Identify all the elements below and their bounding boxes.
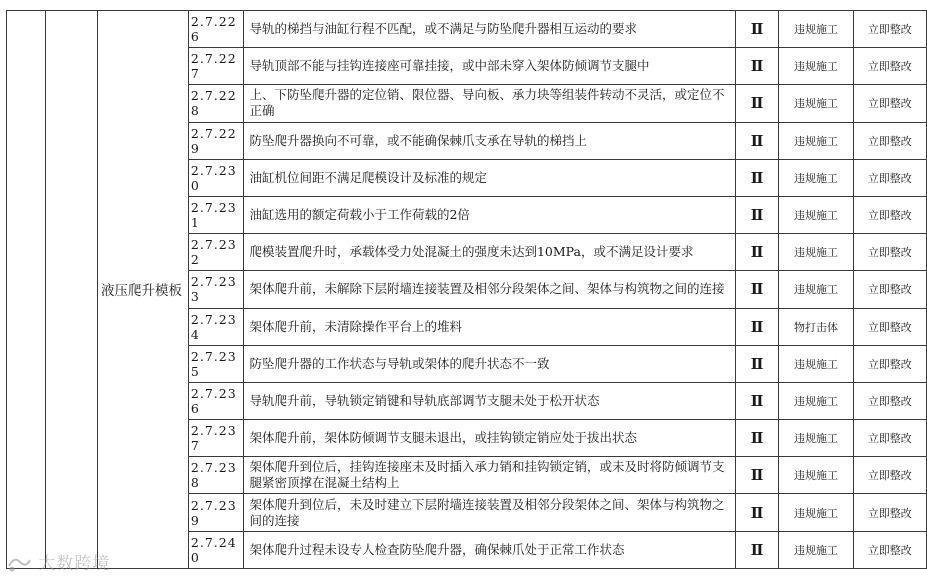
item-description: 架体爬升到位后，未及时建立下层附墙连接装置及相邻分段架体之间、架体与构筑物之间的连接: [244, 494, 735, 531]
hazard-level: Ⅱ: [735, 159, 779, 196]
item-code: 2.7.232: [188, 234, 244, 271]
section-label: 液压爬升模板: [97, 11, 188, 569]
watermark-logo-icon: [6, 554, 32, 574]
required-action: 立即整改: [853, 122, 926, 159]
hazard-level: Ⅱ: [735, 196, 779, 233]
hazard-level: Ⅱ: [735, 85, 779, 122]
required-action: 立即整改: [853, 48, 926, 85]
violation-type: 违规施工: [779, 531, 853, 568]
item-code: 2.7.239: [188, 494, 244, 531]
item-description: 导轨爬升前，导轨锁定销键和导轨底部调节支腿未处于松开状态: [244, 382, 735, 419]
item-description: 导轨顶部不能与挂钩连接座可靠挂接，或中部未穿入架体防倾调节支腿中: [244, 48, 735, 85]
required-action: 立即整改: [853, 308, 926, 345]
hazard-level: Ⅱ: [735, 531, 779, 568]
item-code: 2.7.234: [188, 308, 244, 345]
category-cell: [7, 11, 46, 569]
item-code: 2.7.233: [188, 271, 244, 308]
hazard-level: Ⅱ: [735, 308, 779, 345]
item-description: 导轨的梯挡与油缸行程不匹配，或不满足与防坠爬升器相互运动的要求: [244, 11, 735, 48]
item-code: 2.7.229: [188, 122, 244, 159]
item-description: 油缸选用的额定荷载小于工作荷载的2倍: [244, 196, 735, 233]
violation-type: 违规施工: [779, 494, 853, 531]
hazard-level: Ⅱ: [735, 234, 779, 271]
required-action: 立即整改: [853, 159, 926, 196]
item-code: 2.7.237: [188, 420, 244, 457]
required-action: 立即整改: [853, 531, 926, 568]
item-description: 爬模装置爬升时，承载体受力处混凝土的强度未达到10MPa，或不满足设计要求: [244, 234, 735, 271]
item-code: 2.7.235: [188, 345, 244, 382]
violation-type: 违规施工: [779, 48, 853, 85]
violation-type: 违规施工: [779, 345, 853, 382]
violation-type: 违规施工: [779, 457, 853, 494]
hazard-level: Ⅱ: [735, 11, 779, 48]
item-description: 防坠爬升器的工作状态与导轨或架体的爬升状态不一致: [244, 345, 735, 382]
item-code: 2.7.227: [188, 48, 244, 85]
subcategory-cell: [45, 11, 97, 569]
item-code: 2.7.236: [188, 382, 244, 419]
hazard-table: [6, 10, 927, 569]
hazard-level: Ⅱ: [735, 345, 779, 382]
item-description: 架体爬升前，未清除操作平台上的堆料: [244, 308, 735, 345]
item-code: 2.7.228: [188, 85, 244, 122]
violation-type: 违规施工: [779, 11, 853, 48]
item-code: 2.7.238: [188, 457, 244, 494]
required-action: 立即整改: [853, 420, 926, 457]
violation-type: 违规施工: [779, 196, 853, 233]
violation-type: 违规施工: [779, 420, 853, 457]
required-action: 立即整改: [853, 196, 926, 233]
item-code: 2.7.231: [188, 196, 244, 233]
hazard-level: Ⅱ: [735, 382, 779, 419]
hazard-level: Ⅱ: [735, 122, 779, 159]
required-action: 立即整改: [853, 345, 926, 382]
hazard-level: Ⅱ: [735, 420, 779, 457]
watermark: [6, 549, 110, 574]
hazard-level: Ⅱ: [735, 48, 779, 85]
table-row: [7, 11, 927, 48]
required-action: 立即整改: [853, 85, 926, 122]
violation-type: 违规施工: [779, 159, 853, 196]
violation-type: 违规施工: [779, 382, 853, 419]
violation-type: 违规施工: [779, 85, 853, 122]
hazard-level: Ⅱ: [735, 271, 779, 308]
item-code: 2.7.226: [188, 11, 244, 48]
required-action: 立即整改: [853, 457, 926, 494]
required-action: 立即整改: [853, 271, 926, 308]
required-action: 立即整改: [853, 494, 926, 531]
hazard-level: Ⅱ: [735, 494, 779, 531]
violation-type: 违规施工: [779, 271, 853, 308]
item-code: 2.7.240: [188, 531, 244, 568]
item-description: 架体爬升前，未解除下层附墙连接装置及相邻分段架体之间、架体与构筑物之间的连接: [244, 271, 735, 308]
hazard-level: Ⅱ: [735, 457, 779, 494]
violation-type: 违规施工: [779, 122, 853, 159]
item-description: 油缸机位间距不满足爬模设计及标准的规定: [244, 159, 735, 196]
violation-type: 物打击体: [779, 308, 853, 345]
required-action: 立即整改: [853, 234, 926, 271]
violation-type: 违规施工: [779, 234, 853, 271]
item-description: 架体爬升过程未设专人检查防坠爬升器，确保棘爪处于正常工作状态: [244, 531, 735, 568]
required-action: 立即整改: [853, 11, 926, 48]
item-description: 防坠爬升器换向不可靠，或不能确保棘爪支承在导轨的梯挡上: [244, 122, 735, 159]
item-description: 架体爬升到位后，挂钩连接座未及时插入承力销和挂钩锁定销，或未及时将防倾调节支腿紧密顶撑在混凝土结构上: [244, 457, 735, 494]
watermark-text: 大数跨境: [38, 554, 111, 574]
item-code: 2.7.230: [188, 159, 244, 196]
item-description: 架体爬升前，架体防倾调节支腿未退出，或挂钩锁定销应处于拔出状态: [244, 420, 735, 457]
required-action: 立即整改: [853, 382, 926, 419]
item-description: 上、下防坠爬升器的定位销、限位器、导向板、承力块等组装件转动不灵活，或定位不正确: [244, 85, 735, 122]
